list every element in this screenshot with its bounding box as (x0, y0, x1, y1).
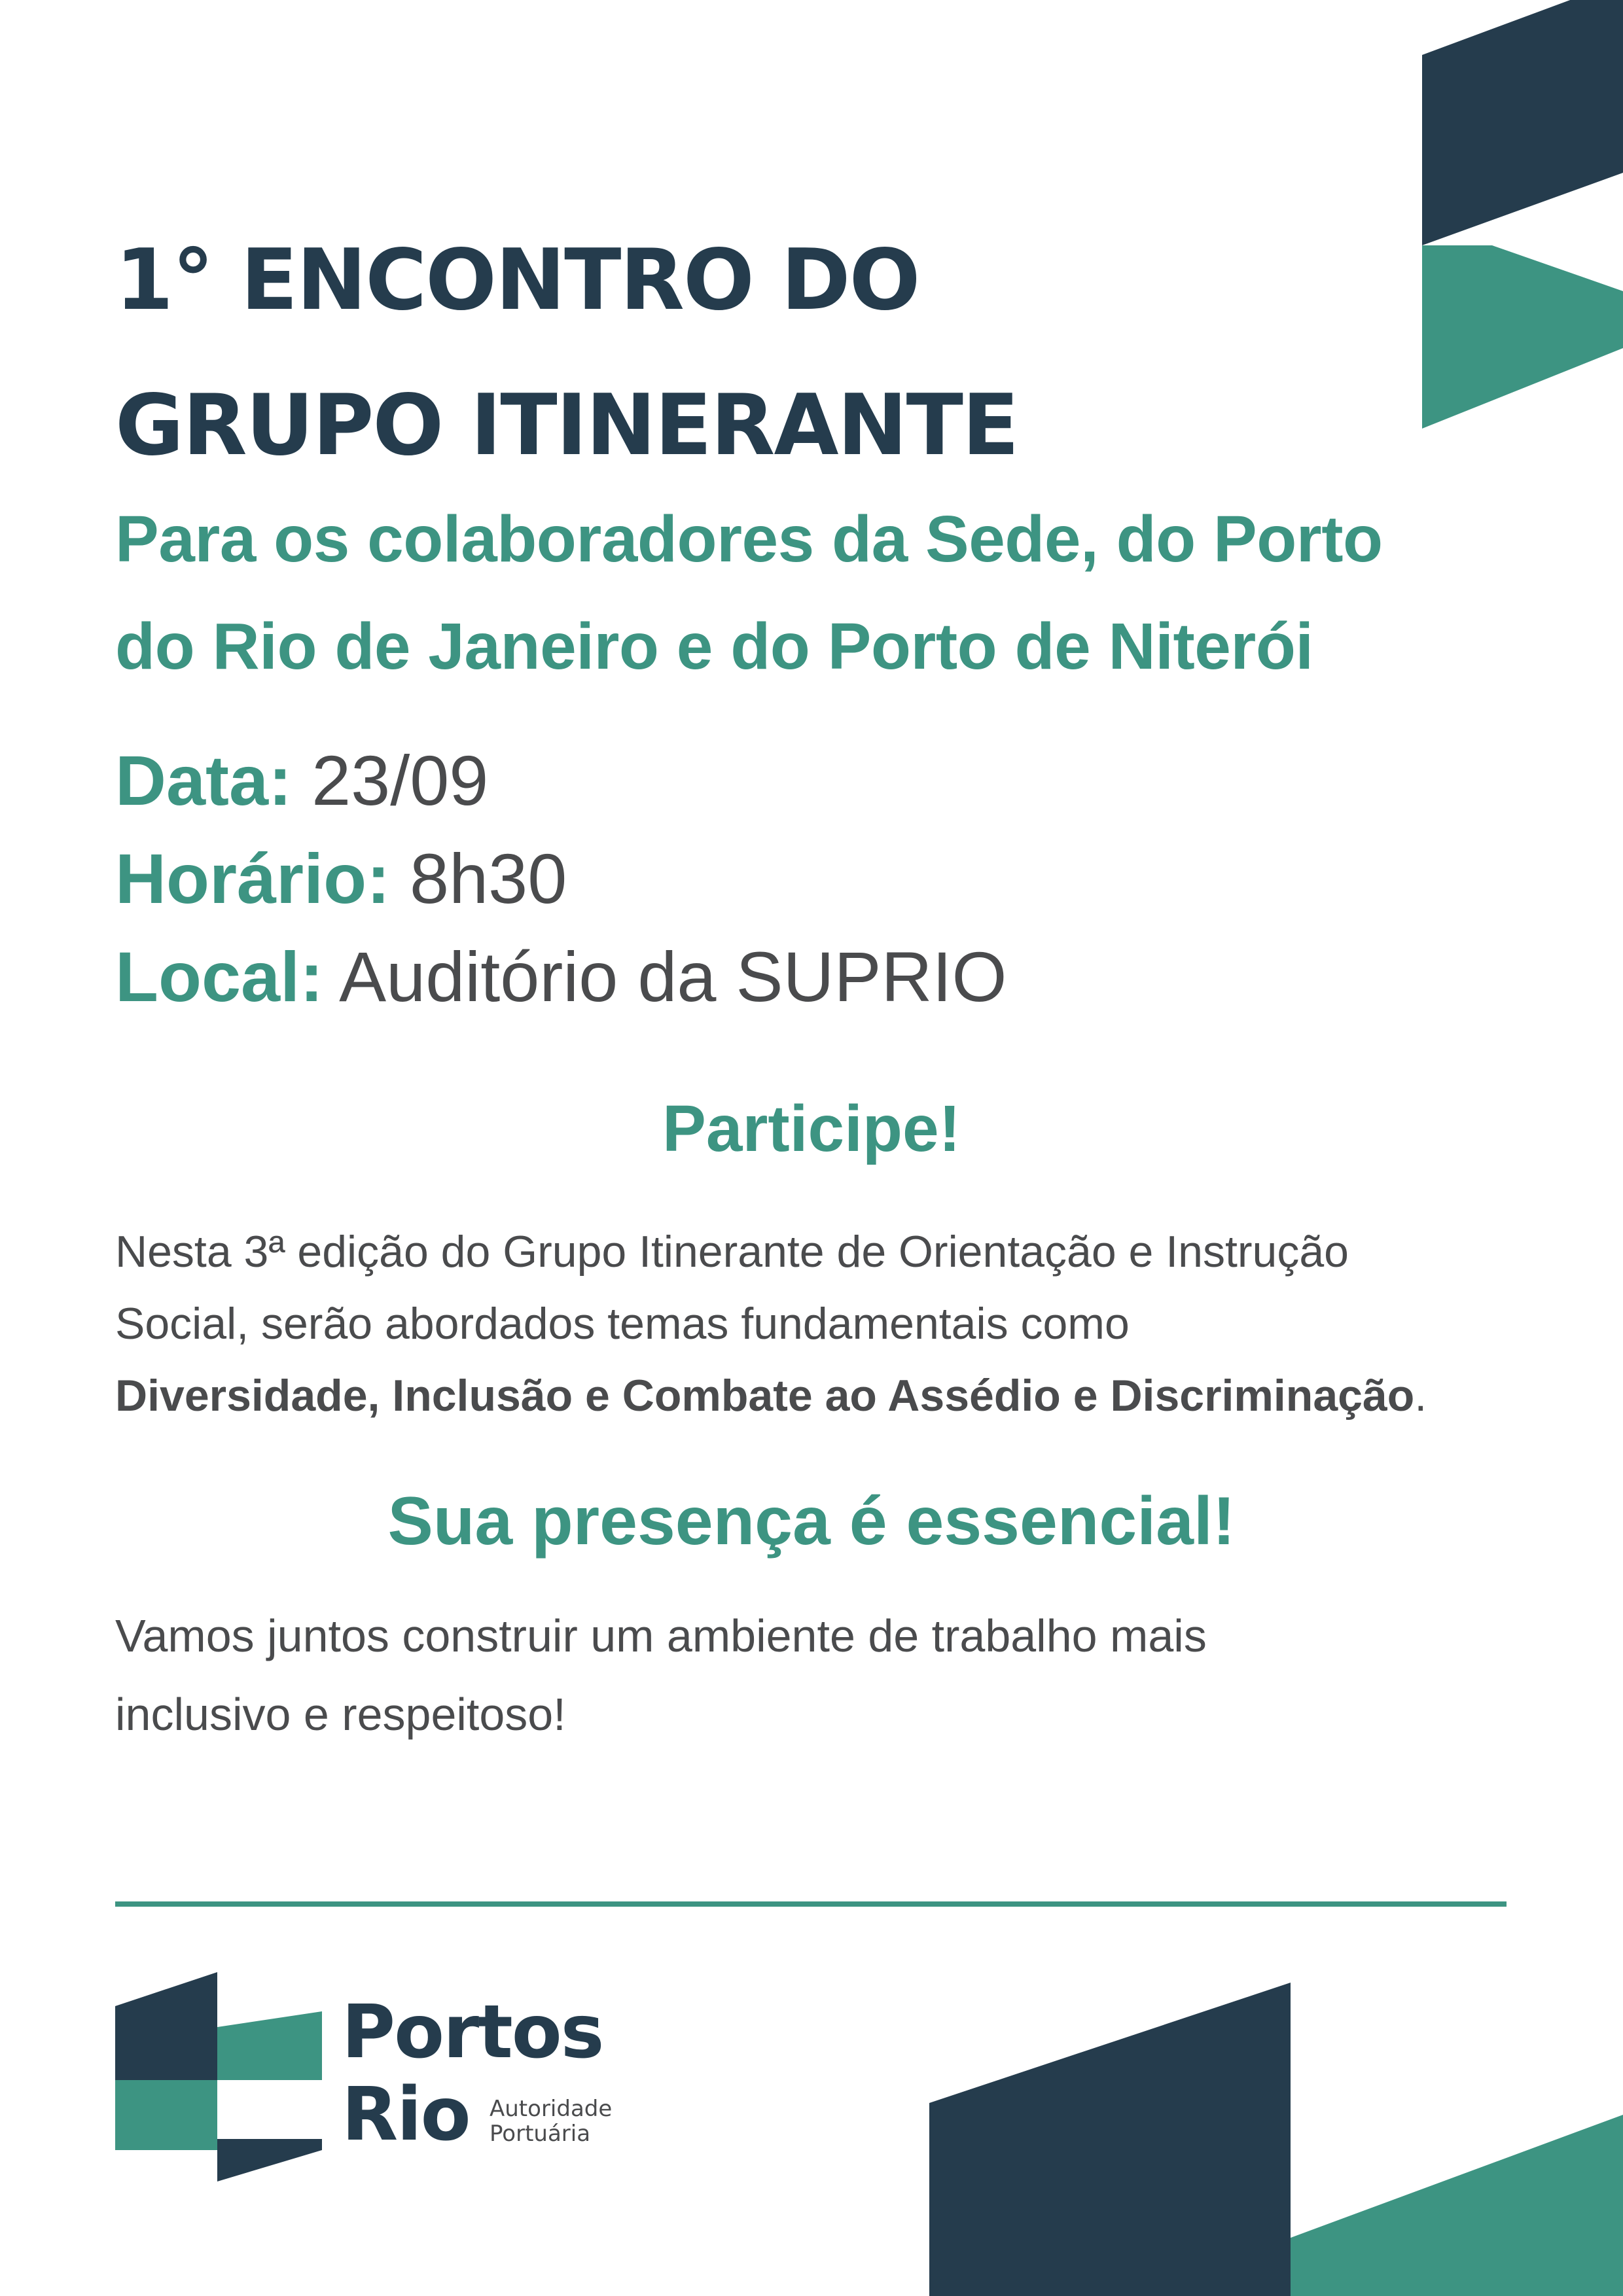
place-label: Local: (115, 937, 324, 1016)
subtitle-line-1: Para os colaboradores da Sede, do Porto (115, 503, 1383, 576)
navy-shape (1422, 0, 1623, 245)
logo-tagline-line-1: Autoridade (490, 2096, 613, 2122)
date-label: Data: (115, 741, 293, 820)
logo-name-line-2: Rio (342, 2072, 470, 2157)
teal-shape (1422, 245, 1623, 429)
event-place (115, 928, 1007, 1026)
description-emphasis: Diversidade, Inclusão e Combate ao Assédio e Discriminação (115, 1371, 1415, 1421)
closing-line-2: inclusivo e respeitoso! (115, 1689, 566, 1740)
place-value: Auditório da SUPRIO (339, 937, 1007, 1016)
top-right-decoration (1414, 0, 1623, 438)
portos-rio-logo-mark (115, 1972, 322, 2181)
description-paragraph (115, 1216, 1529, 1432)
date-value: 23/09 (312, 741, 489, 820)
logo-tagline-line-2: Portuária (490, 2121, 591, 2147)
closing-paragraph (115, 1597, 1529, 1754)
presence-heading: Sua presença é essencial! (387, 1483, 1236, 1559)
participate-heading: Participe! (662, 1092, 961, 1165)
event-time (115, 830, 567, 928)
title-line-1: 1° ENCONTRO DO (115, 232, 919, 329)
time-value: 8h30 (410, 839, 567, 918)
logo-name-line-1: Portos (342, 1990, 603, 2075)
description-trailing: . (1414, 1371, 1427, 1421)
divider-line (115, 1901, 1507, 1907)
title-line-2: GRUPO ITINERANTE (115, 377, 1018, 474)
navy-shape-bottom (929, 1983, 1291, 2296)
closing-line-1: Vamos juntos construir um ambiente de trabalho mais (115, 1610, 1207, 1661)
description-line-2: Social, serão abordados temas fundamentais como (115, 1299, 1130, 1349)
page-subtitle (115, 486, 1516, 700)
page-title (115, 208, 1018, 499)
description-line-1: Nesta 3ª edição do Grupo Itinerante de Orientação e Instrução (115, 1227, 1349, 1277)
time-label: Horário: (115, 839, 391, 918)
bottom-right-decoration (929, 1969, 1623, 2296)
event-date (115, 732, 488, 830)
subtitle-line-2: do Rio de Janeiro e do Porto de Niterói (115, 610, 1313, 683)
teal-shape-bottom (1291, 2115, 1623, 2296)
